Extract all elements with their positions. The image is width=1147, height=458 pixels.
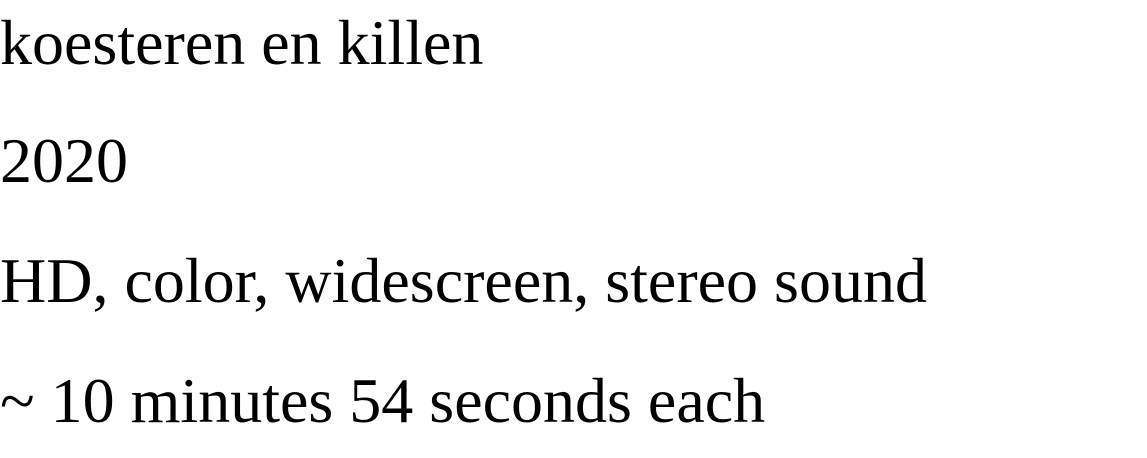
- work-year: 2020: [0, 125, 128, 196]
- work-format: HD, color, widescreen, stereo sound: [0, 245, 927, 316]
- work-title: koesteren en killen: [0, 7, 484, 78]
- work-duration: ~ 10 minutes 54 seconds each: [0, 365, 766, 436]
